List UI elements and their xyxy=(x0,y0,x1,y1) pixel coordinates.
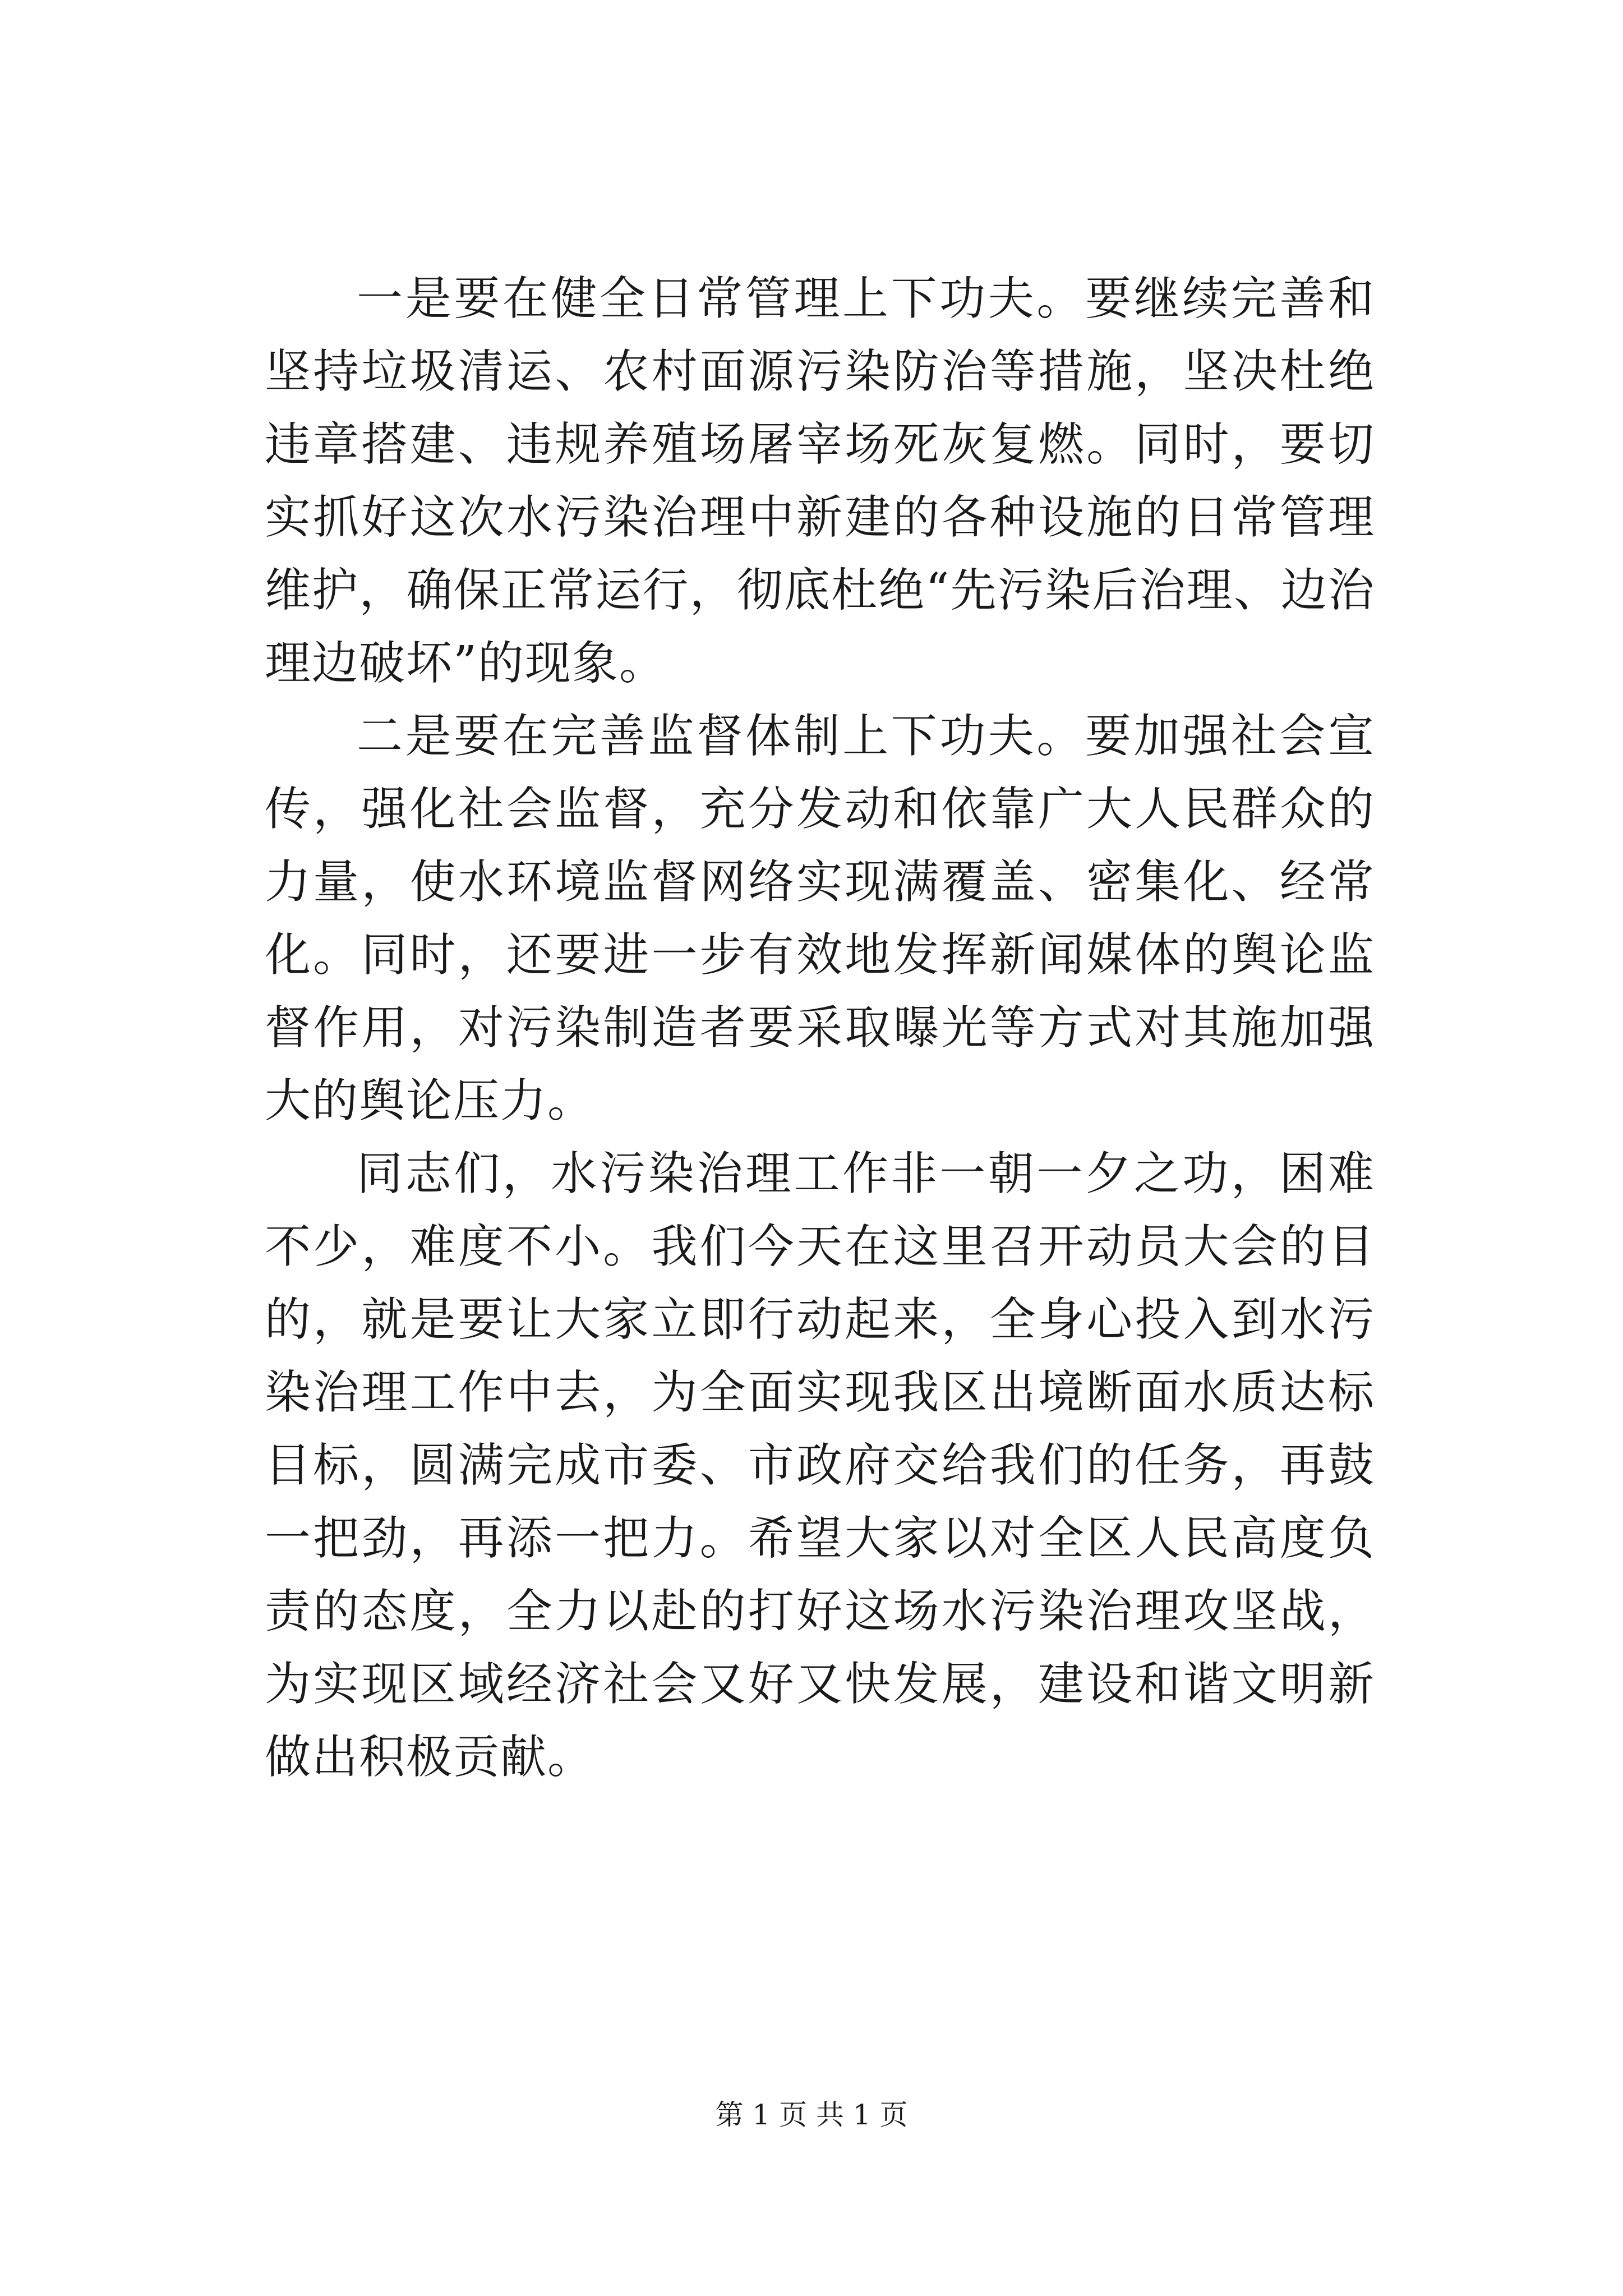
page-footer: 第 1 页 共 1 页 xyxy=(715,2099,908,2131)
paragraph-supervision-system: 二是要在完善监督体制上下功夫。要加强社会宣传，强化社会监督，充分发动和依靠广大人民群众的力量，使水环境监督网络实现满覆盖、密集化、经常化。同时，还要进一步有效地发挥新闻媒体的舆论监督作用，对污染制造者要采取曝光等方式对其施加强大的舆论压力。 xyxy=(265,710,1375,1128)
paragraph-daily-management: 一是要在健全日常管理上下功夫。要继续完善和坚持垃圾清运、农村面源污染防治等措施，坚决杜绝违章搭建、违规养殖场屠宰场死灰复燃。同时，要切实抓好这次水污染治理中新建的各种设施的日常管理维护，确保正常运行，彻底杜绝“先污染后治理、边治理边破坏”的现象。 xyxy=(265,272,1375,690)
document-body xyxy=(265,263,1375,1794)
paragraph-closing-remarks: 同志们，水污染治理工作非一朝一夕之功，困难不少，难度不小。我们今天在这里召开动员大会的目的，就是要让大家立即行动起来，全身心投入到水污染治理工作中去，为全面实现我区出境断面水质达标目标，圆满完成市委、市政府交给我们的任务，再鼓一把劲，再添一把力。希望大家以对全区人民高度负责的态度，全力以赴的打好这场水污染治理攻坚战，为实现区域经济社会又好又快发展，建设和谐文明新做出积极贡献。 xyxy=(265,1147,1375,1784)
